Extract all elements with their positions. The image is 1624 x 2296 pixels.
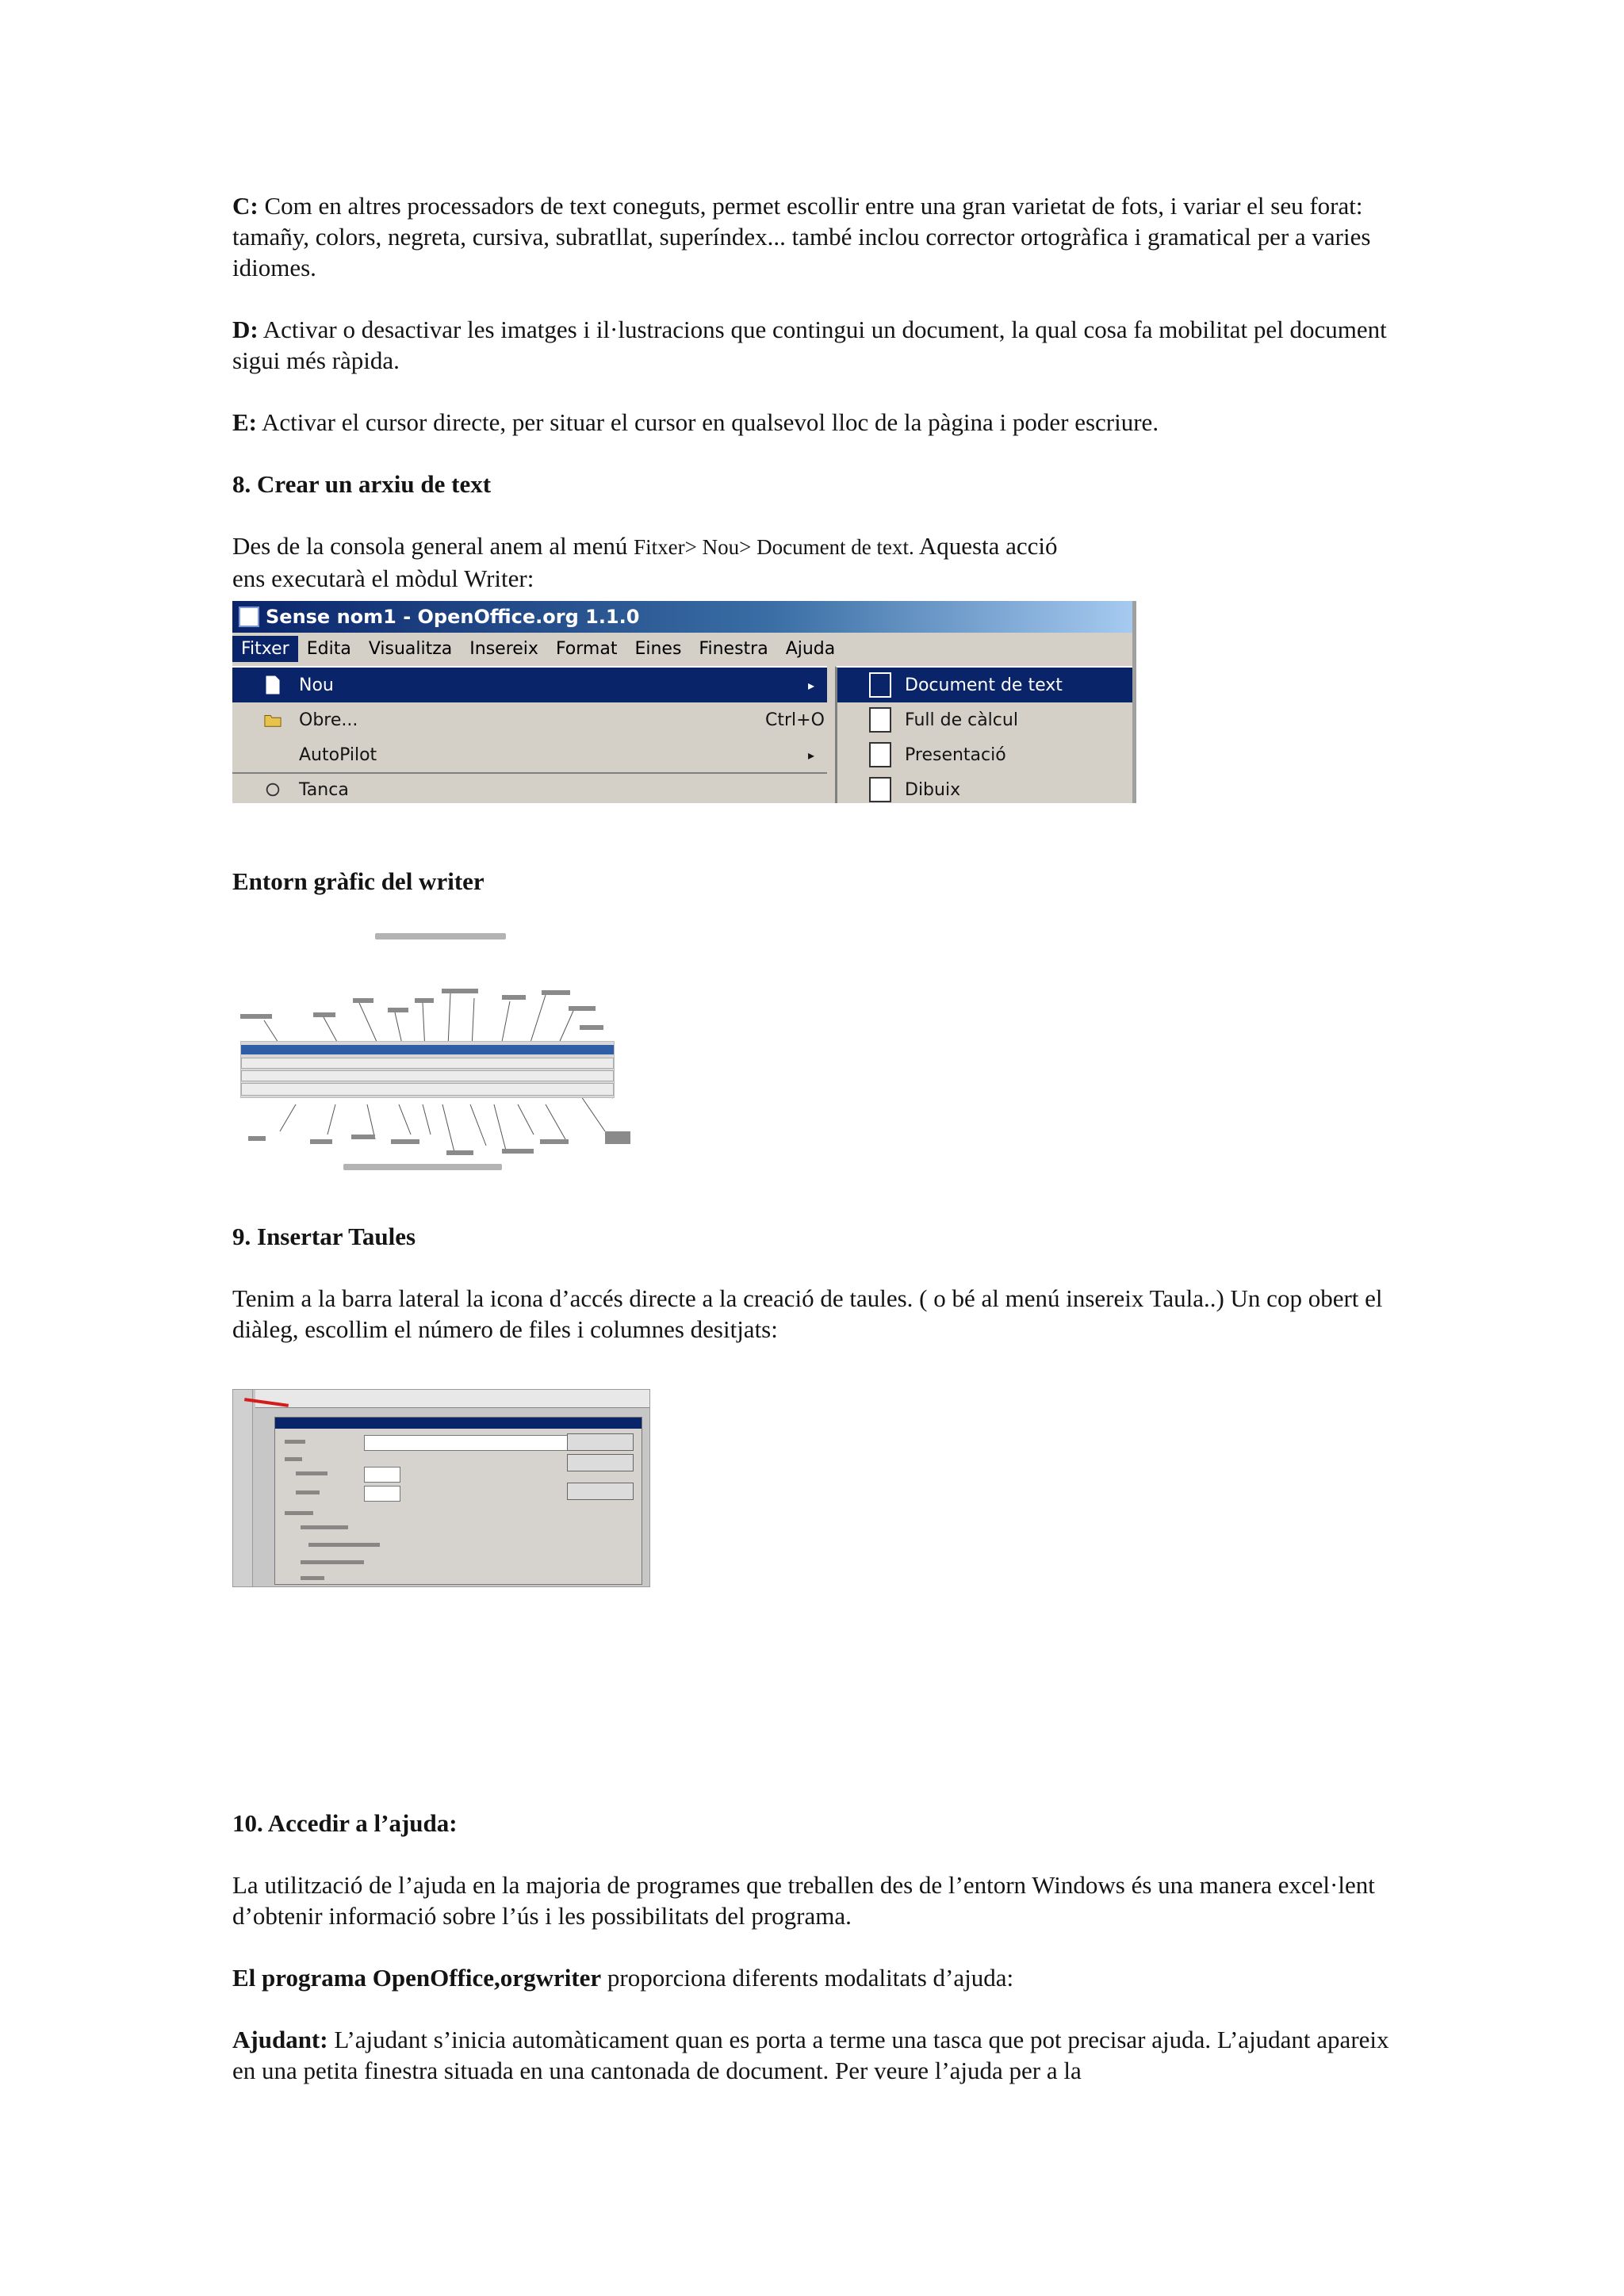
paragraph-program-lead: El programa OpenOffice,orgwriter: [232, 1964, 602, 1992]
section-env-heading: [232, 866, 1398, 897]
paragraph-create-file: [232, 530, 1398, 594]
heading-option[interactable]: [301, 1525, 348, 1529]
border-option[interactable]: [301, 1576, 324, 1580]
presentation-icon: [869, 742, 891, 767]
paragraph-ajudant-text: L’ajudant s’inicia automàticament quan es porta a terme una tasca que pot precisar ajuda. L’ajudant apareix en una petita finestra situada en una cantonada de document. Per veure l’ajuda per a la: [232, 2026, 1389, 2084]
paragraph-help: La utilització de l’ajuda en la majoria de programes que treballen des de l’entorn Windows és una manera excel·lent d’obtenir informació sobre l’ús i les possibilitats del programa.: [232, 1871, 1375, 1930]
menu-item-tanca-label: Tanca: [299, 779, 349, 800]
menu-item-nou-label: Nou: [299, 675, 334, 695]
paragraph-ajudant: [232, 2024, 1398, 2086]
paragraph-program-text: proporciona diferents modalitats d’ajuda:: [601, 1964, 1014, 1992]
writer-menu-row: [241, 1058, 614, 1069]
paragraph-ajudant-lead: Ajudant:: [232, 2026, 328, 2053]
new-document-icon: [264, 675, 282, 695]
create-after: Aquesta acció: [914, 532, 1058, 560]
menu-item-tanca[interactable]: [232, 772, 827, 803]
cancel-button[interactable]: [567, 1454, 634, 1471]
document-page: [232, 190, 1398, 594]
open-folder-icon: [264, 710, 282, 729]
menu-insereix[interactable]: Insereix: [469, 638, 538, 659]
rows-label: [296, 1490, 320, 1494]
submenu-dibuix[interactable]: [837, 772, 1135, 803]
env-section: [232, 866, 1398, 897]
menu-eines[interactable]: Eines: [634, 638, 682, 659]
section-9-heading-text: 9. Insertar Taules: [232, 1223, 416, 1250]
writer-ruler: [255, 1390, 649, 1408]
close-doc-icon: [264, 780, 282, 799]
text-document-icon: [869, 672, 891, 698]
paragraph-d: [232, 314, 1398, 376]
menu-item-obre-label: Obre...: [299, 710, 358, 730]
paragraph-d-text: Activar o desactivar les imatges i il·lustracions que contingui un document, la qual cosa fa mobilitat pel document sigui més ràpida.: [232, 316, 1387, 374]
submenu-full-de-calcul-label: Full de càlcul: [905, 710, 1018, 730]
app-icon: [239, 607, 259, 627]
paragraph-program: [232, 1962, 1398, 1993]
spreadsheet-icon: [869, 707, 891, 733]
writer-format-row: [241, 1083, 614, 1096]
section-8-heading-text: 8. Crear un arxiu de text: [232, 470, 492, 498]
section-10: [232, 1808, 1398, 2086]
menu-path: Fitxer> Nou> Document de text.: [634, 535, 914, 559]
insert-table-dialog: [274, 1417, 642, 1585]
file-menu-dropdown: [232, 666, 827, 803]
menu-format[interactable]: Format: [555, 638, 618, 659]
section-8-heading: [232, 469, 1398, 499]
submenu-document-de-text-label: Document de text: [905, 675, 1063, 695]
section-9: [232, 1221, 1398, 1345]
menu-finestra[interactable]: Finestra: [699, 638, 768, 659]
menu-item-nou[interactable]: [232, 668, 827, 702]
paragraph-c: [232, 190, 1398, 283]
columns-label: [296, 1471, 327, 1475]
paragraph-e-lead: E:: [232, 408, 257, 436]
menu-item-obre-shortcut: Ctrl+O: [765, 710, 825, 730]
diagram-caption-bottom: [343, 1164, 502, 1170]
submenu-arrow-icon: ▸: [808, 677, 815, 693]
paragraph-c-text: Com en altres processadors de text coneguts, permet escollir entre una gran varietat de fots, i variar el seu forat: tamañy, colors, negreta, cursiva, subratllat, superíndex... també inclou corrector ortogràfica i gramatical per a varies idiomes.: [232, 192, 1371, 281]
submenu-presentacio[interactable]: [837, 737, 1135, 772]
name-label: [285, 1440, 305, 1444]
paragraph-e-text: Activar el cursor directe, per situar el cursor en qualsevol lloc de la pàgina i poder escriure.: [257, 408, 1159, 436]
paragraph-e: [232, 407, 1398, 438]
submenu-presentacio-label: Presentació: [905, 744, 1006, 765]
table-name-field[interactable]: [364, 1435, 573, 1451]
openoffice-menu-screenshot: [232, 601, 1136, 803]
writer-environment-diagram: [232, 924, 645, 1177]
rows-field[interactable]: [364, 1486, 400, 1502]
insert-table-screenshot: [232, 1389, 650, 1587]
repeat-heading-option[interactable]: [308, 1543, 380, 1547]
columns-field[interactable]: [364, 1467, 400, 1483]
section-10-heading: [232, 1808, 1398, 1839]
paragraph-d-lead: D:: [232, 316, 259, 343]
paragraph-tables: Tenim a la barra lateral la icona d’accés directe a la creació de taules. ( o bé al menú insereix Taula..) Un cop obert el diàleg, escollim el número de files i columnes desitjats:: [232, 1284, 1383, 1343]
submenu-arrow-icon: ▸: [808, 747, 815, 763]
menu-ajuda[interactable]: Ajuda: [785, 638, 836, 659]
dont-split-option[interactable]: [301, 1560, 364, 1564]
menubar: [232, 633, 1132, 664]
menu-item-autopilot-label: AutoPilot: [299, 744, 377, 765]
create-before: Des de la consola general anem al menú: [232, 532, 634, 560]
section-9-heading: [232, 1221, 1398, 1252]
window-titlebar: [232, 601, 1132, 633]
help-button[interactable]: [567, 1483, 634, 1500]
new-submenu: [835, 666, 1135, 803]
section-10-heading-text: 10. Accedir a l’ajuda:: [232, 1809, 458, 1837]
menu-edita[interactable]: Edita: [306, 638, 351, 659]
writer-toolbar-row: [241, 1070, 614, 1081]
menu-item-obre[interactable]: [232, 702, 827, 737]
menu-separator: [232, 772, 827, 774]
submenu-dibuix-label: Dibuix: [905, 779, 961, 800]
submenu-full-de-calcul[interactable]: [837, 702, 1135, 737]
ok-button[interactable]: [567, 1433, 634, 1451]
menu-visualitza[interactable]: Visualitza: [368, 638, 453, 659]
size-label: [285, 1457, 302, 1461]
menu-fitxer[interactable]: Fitxer: [232, 636, 298, 662]
paragraph-c-lead: C:: [232, 192, 259, 220]
menu-item-autopilot[interactable]: [232, 737, 827, 772]
options-label: [285, 1511, 313, 1515]
submenu-document-de-text[interactable]: [837, 668, 1135, 702]
section-env-heading-text: Entorn gràfic del writer: [232, 867, 485, 895]
writer-window-mock: [240, 1041, 615, 1098]
create-line2: ens executarà el mòdul Writer:: [232, 564, 534, 592]
window-title: Sense nom1 - OpenOffice.org 1.1.0: [266, 606, 640, 628]
writer-title-bar: [241, 1045, 614, 1054]
dialog-title-bar: [275, 1418, 642, 1429]
drawing-icon: [869, 777, 891, 802]
writer-sidebar: [233, 1390, 253, 1586]
